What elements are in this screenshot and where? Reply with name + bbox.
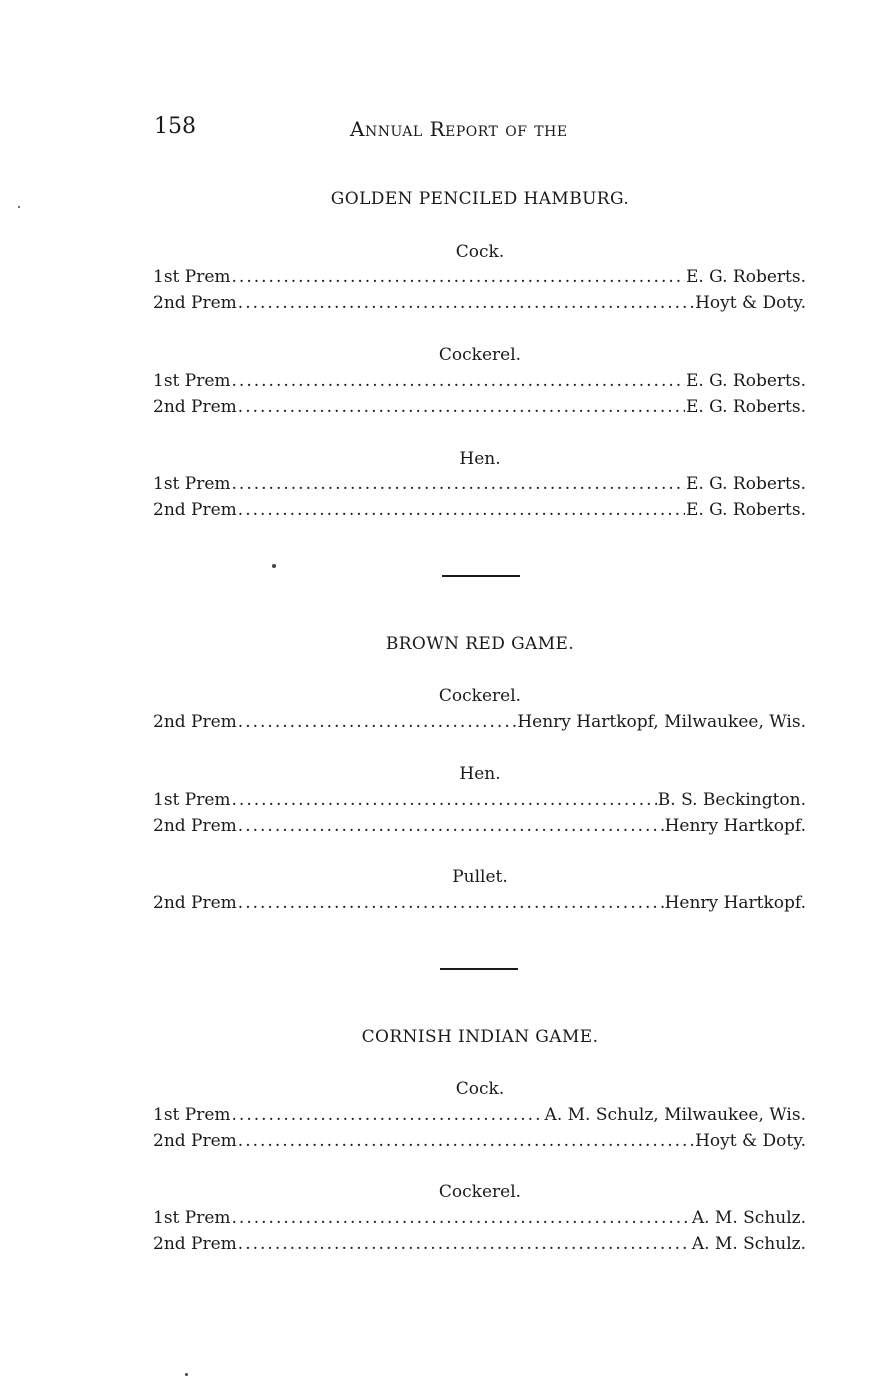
class-heading: Hen. — [459, 764, 501, 784]
premium-winner: E. G. Roberts. — [685, 267, 806, 287]
premium-place: 1st Prem — [153, 790, 231, 810]
class-heading: Cockerel. — [438, 686, 522, 706]
section-divider — [442, 575, 520, 577]
premium-place: 1st Prem — [153, 1208, 231, 1228]
premium-place: 1st Prem — [153, 267, 231, 287]
dot-leader — [238, 397, 685, 417]
class-heading: Cockerel. — [438, 1182, 522, 1202]
running-head: Annual Report of the — [350, 117, 568, 141]
premium-winner: Henry Hartkopf. — [664, 816, 806, 836]
premium-winner: E. G. Roberts. — [685, 371, 806, 391]
premium-place: 1st Prem — [153, 1105, 231, 1125]
dot-leader — [232, 267, 685, 287]
premium-entry — [153, 474, 806, 494]
premium-winner: E. G. Roberts. — [685, 397, 806, 417]
dot-leader — [238, 816, 664, 836]
dot-leader — [232, 474, 685, 494]
premium-entry — [153, 267, 806, 287]
premium-entry — [153, 500, 806, 520]
class-heading: Pullet. — [452, 867, 508, 887]
premium-entry — [153, 397, 806, 417]
premium-entry — [153, 1234, 806, 1254]
premium-winner: A. M. Schulz. — [691, 1208, 806, 1228]
dot-leader — [238, 893, 664, 913]
premium-winner: Henry Hartkopf, Milwaukee, Wis. — [517, 712, 806, 732]
premium-winner: B. S. Beckington. — [657, 790, 806, 810]
premium-winner: Henry Hartkopf. — [664, 893, 806, 913]
dot-leader — [238, 712, 517, 732]
scan-speck — [185, 1373, 188, 1376]
premium-place: 2nd Prem — [153, 816, 237, 836]
premium-entry — [153, 1105, 806, 1125]
class-heading: Cockerel. — [438, 345, 522, 365]
premium-entry — [153, 712, 806, 732]
premium-winner: Hoyt & Doty. — [695, 293, 806, 313]
dot-leader — [238, 1234, 691, 1254]
class-heading: Hen. — [459, 449, 501, 469]
premium-place: 1st Prem — [153, 371, 231, 391]
premium-entry — [153, 790, 806, 810]
premium-entry — [153, 1208, 806, 1228]
premium-place: 2nd Prem — [153, 893, 237, 913]
class-heading: Cock. — [455, 242, 505, 262]
dot-leader — [238, 500, 685, 520]
dot-leader — [232, 1208, 691, 1228]
premium-place: 2nd Prem — [153, 397, 237, 417]
premium-entry — [153, 816, 806, 836]
section-title: CORNISH INDIAN GAME. — [361, 1027, 599, 1047]
dot-leader — [232, 790, 657, 810]
premium-place: 2nd Prem — [153, 293, 237, 313]
dot-leader — [232, 1105, 544, 1125]
premium-entry — [153, 893, 806, 913]
section-title: GOLDEN PENCILED HAMBURG. — [330, 189, 630, 209]
section-divider — [440, 968, 518, 970]
scan-speck — [18, 206, 20, 208]
premium-winner: Hoyt & Doty. — [695, 1131, 806, 1151]
premium-place: 1st Prem — [153, 474, 231, 494]
premium-entry — [153, 1131, 806, 1151]
section-title: BROWN RED GAME. — [385, 634, 575, 654]
premium-winner: A. M. Schulz, Milwaukee, Wis. — [544, 1105, 806, 1125]
premium-winner: E. G. Roberts. — [685, 474, 806, 494]
dot-leader — [238, 293, 694, 313]
premium-entry — [153, 293, 806, 313]
dot-leader — [238, 1131, 694, 1151]
premium-place: 2nd Prem — [153, 712, 237, 732]
scan-speck — [272, 564, 276, 568]
class-heading: Cock. — [455, 1079, 505, 1099]
premium-winner: A. M. Schulz. — [691, 1234, 806, 1254]
premium-place: 2nd Prem — [153, 1131, 237, 1151]
dot-leader — [232, 371, 685, 391]
premium-winner: E. G. Roberts. — [685, 500, 806, 520]
page-number: 158 — [154, 114, 196, 139]
premium-place: 2nd Prem — [153, 500, 237, 520]
premium-place: 2nd Prem — [153, 1234, 237, 1254]
premium-entry — [153, 371, 806, 391]
